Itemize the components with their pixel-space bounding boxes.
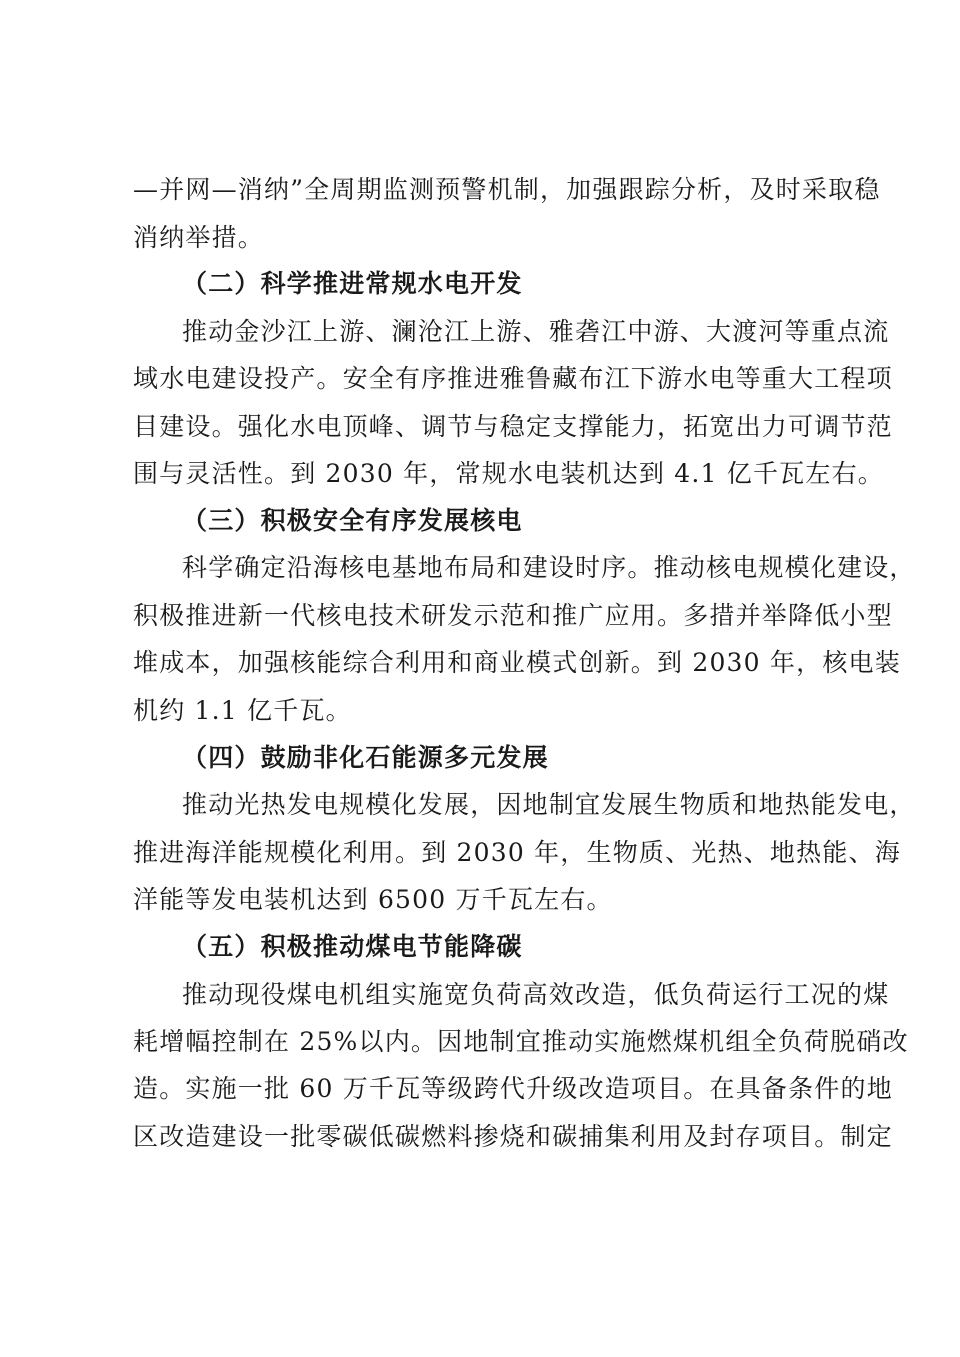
paragraph-line: 积极推进新一代核电技术研发示范和推广应用。多措并举降低小型	[133, 601, 893, 630]
paragraph-line: 区改造建设一批零碳低碳燃料掺烧和碳捕集利用及封存项目。制定	[133, 1122, 893, 1151]
paragraph-line: 造。实施一批 60 万千瓦等级跨代升级改造项目。在具备条件的地	[133, 1074, 893, 1103]
paragraph-line: 推进海洋能规模化利用。到 2030 年，生物质、光热、地热能、海	[133, 838, 901, 867]
section-heading-3: （三）积极安全有序发展核电	[182, 506, 523, 535]
paragraph-line: 推动金沙江上游、澜沧江上游、雅砻江中游、大渡河等重点流	[182, 317, 890, 346]
paragraph-line: 消纳举措。	[133, 223, 265, 252]
paragraph-line: 堆成本，加强核能综合利用和商业模式创新。到 2030 年，核电装	[133, 648, 901, 677]
paragraph-line: 耗增幅控制在 25%以内。因地制宜推动实施燃煤机组全负荷脱硝改	[133, 1027, 909, 1056]
section-heading-2: （二）科学推进常规水电开发	[182, 269, 523, 298]
section-heading-5: （五）积极推动煤电节能降碳	[182, 932, 523, 961]
paragraph-line: 围与灵活性。到 2030 年，常规水电装机达到 4.1 亿千瓦左右。	[133, 459, 884, 488]
section-heading-4: （四）鼓励非化石能源多元发展	[182, 743, 549, 772]
paragraph-line: 机约 1.1 亿千瓦。	[133, 696, 352, 725]
paragraph-line: 推动现役煤电机组实施宽负荷高效改造，低负荷运行工况的煤	[182, 980, 890, 1009]
paragraph-line: 洋能等发电装机达到 6500 万千瓦左右。	[133, 885, 613, 914]
paragraph-line: —并网—消纳”全周期监测预警机制，加强跟踪分析，及时采取稳	[133, 175, 881, 204]
paragraph-line: 科学确定沿海核电基地布局和建设时序。推动核电规模化建设，	[182, 553, 916, 582]
paragraph-line: 目建设。强化水电顶峰、调节与稳定支撑能力，拓宽出力可调节范	[133, 412, 893, 441]
paragraph-line: 推动光热发电规模化发展，因地制宜发展生物质和地热能发电，	[182, 790, 916, 819]
paragraph-line: 域水电建设投产。安全有序推进雅鲁藏布江下游水电等重大工程项	[133, 364, 893, 393]
